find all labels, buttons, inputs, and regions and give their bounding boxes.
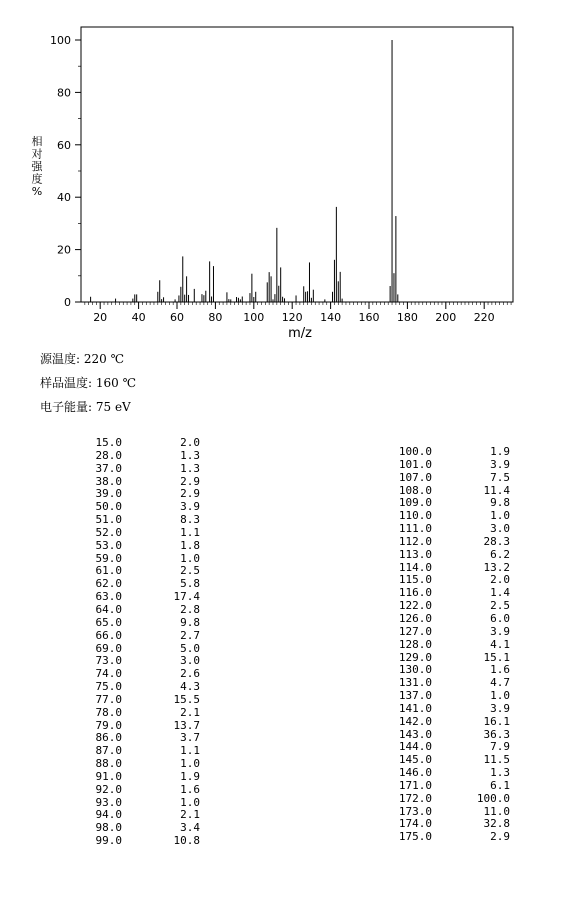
peak-row xyxy=(370,831,510,844)
peak-abundance: 3.9 xyxy=(490,457,510,471)
peak-mz: 38.0 xyxy=(95,474,122,488)
peak-abundance: 3.4 xyxy=(180,821,200,835)
peak-row xyxy=(370,446,510,459)
sample-temperature: 样品温度: 160 ℃ xyxy=(40,376,137,390)
peak-mz: 53.0 xyxy=(95,538,122,552)
peak-row xyxy=(60,463,200,476)
peak-abundance: 15.1 xyxy=(483,650,510,664)
y-axis-label-char: % xyxy=(31,185,43,198)
peak-mz: 15.0 xyxy=(95,436,122,449)
peak-row xyxy=(370,472,510,485)
y-tick-label: 80 xyxy=(57,86,71,100)
peak-row xyxy=(60,501,200,514)
peak-row xyxy=(370,574,510,587)
y-axis-label-char: 强 xyxy=(31,160,43,173)
peak-abundance: 1.3 xyxy=(180,448,200,462)
peak-mz: 73.0 xyxy=(95,654,122,668)
peak-mz: 99.0 xyxy=(95,834,122,848)
peak-mz: 174.0 xyxy=(398,817,432,831)
peak-mz: 98.0 xyxy=(95,821,122,835)
peak-abundance: 2.9 xyxy=(490,830,510,844)
peak-mz: 146.0 xyxy=(398,766,432,780)
peak-abundance: 3.9 xyxy=(490,624,510,638)
peak-abundance: 32.8 xyxy=(483,817,510,831)
peak-mz: 112.0 xyxy=(398,534,432,548)
peak-row xyxy=(60,797,200,810)
peak-abundance: 10.8 xyxy=(173,834,200,848)
peak-abundance: 2.7 xyxy=(180,628,200,642)
peak-row xyxy=(370,818,510,831)
peak-mz: 69.0 xyxy=(95,641,122,655)
peak-mz: 37.0 xyxy=(95,461,122,475)
peak-mz: 145.0 xyxy=(398,753,432,767)
peak-abundance: 11.5 xyxy=(483,753,510,767)
peak-abundance: 11.0 xyxy=(483,804,510,818)
peak-abundance: 7.5 xyxy=(490,470,510,484)
peak-row xyxy=(370,754,510,767)
source-temperature: 源温度: 220 ℃ xyxy=(40,352,125,366)
y-tick-label: 0 xyxy=(64,296,71,309)
peak-row xyxy=(370,549,510,562)
peak-mz: 114.0 xyxy=(398,560,432,574)
peak-mz: 28.0 xyxy=(95,448,122,462)
peak-mz: 86.0 xyxy=(95,731,122,745)
peak-mz: 131.0 xyxy=(398,676,432,690)
peak-abundance: 1.0 xyxy=(490,689,510,703)
peak-row xyxy=(60,732,200,745)
peak-row xyxy=(60,707,200,720)
peak-row xyxy=(370,613,510,626)
peak-row xyxy=(60,488,200,501)
y-axis-label-char: 相 xyxy=(31,135,43,148)
peak-row xyxy=(60,565,200,578)
peak-row xyxy=(60,694,200,707)
peak-abundance: 9.8 xyxy=(180,615,200,629)
peak-mz: 143.0 xyxy=(398,727,432,741)
peak-row xyxy=(60,591,200,604)
peak-row xyxy=(60,540,200,553)
peak-mz: 62.0 xyxy=(95,577,122,591)
peak-mz: 61.0 xyxy=(95,564,122,578)
peak-mz: 142.0 xyxy=(398,714,432,728)
peak-abundance: 2.9 xyxy=(180,474,200,488)
peak-row xyxy=(370,587,510,600)
peak-abundance: 11.4 xyxy=(483,483,510,497)
peak-row xyxy=(370,459,510,472)
peak-abundance: 5.0 xyxy=(180,641,200,655)
peak-mz: 115.0 xyxy=(398,573,432,587)
peak-abundance: 3.0 xyxy=(180,654,200,668)
peak-mz: 173.0 xyxy=(398,804,432,818)
peak-row xyxy=(370,652,510,665)
peak-abundance: 4.7 xyxy=(490,676,510,690)
peak-row xyxy=(60,437,200,450)
peak-abundance: 3.9 xyxy=(180,500,200,514)
peak-mz: 65.0 xyxy=(95,615,122,629)
peak-abundance: 4.1 xyxy=(490,637,510,651)
peak-row xyxy=(60,617,200,630)
x-tick-label: 100 xyxy=(243,311,265,324)
peak-abundance: 2.0 xyxy=(490,573,510,587)
x-tick-label: 20 xyxy=(93,311,108,324)
peak-row xyxy=(370,703,510,716)
peak-mz: 94.0 xyxy=(95,808,122,822)
peak-mz: 77.0 xyxy=(95,692,122,706)
peak-row xyxy=(60,476,200,489)
peak-row xyxy=(370,562,510,575)
x-tick-label: 160 xyxy=(358,311,380,324)
peak-row xyxy=(370,677,510,690)
peak-row xyxy=(60,720,200,733)
x-tick-label: 140 xyxy=(320,311,342,324)
peak-abundance: 100.0 xyxy=(476,791,510,805)
peak-abundance: 1.0 xyxy=(180,795,200,809)
peak-mz: 100.0 xyxy=(398,445,432,458)
x-tick-label: 180 xyxy=(396,311,418,324)
peak-row xyxy=(60,835,200,848)
y-tick-label: 20 xyxy=(57,243,71,257)
peak-row xyxy=(370,639,510,652)
peak-abundance: 1.1 xyxy=(180,525,200,539)
peak-mz: 111.0 xyxy=(398,522,432,536)
peak-abundance: 2.1 xyxy=(180,705,200,719)
peak-row xyxy=(60,527,200,540)
peak-row xyxy=(370,600,510,613)
peak-row xyxy=(370,767,510,780)
peak-mz: 171.0 xyxy=(398,778,432,792)
peak-abundance: 15.5 xyxy=(173,692,200,706)
peak-abundance: 13.7 xyxy=(173,718,200,732)
peak-abundance: 1.1 xyxy=(180,744,200,758)
y-tick-label: 40 xyxy=(57,191,71,205)
peak-abundance: 2.0 xyxy=(180,436,200,449)
peak-abundance: 8.3 xyxy=(180,513,200,527)
peak-row xyxy=(60,630,200,643)
peak-row xyxy=(60,604,200,617)
peak-mz: 127.0 xyxy=(398,624,432,638)
peak-mz: 172.0 xyxy=(398,791,432,805)
x-tick-label: 40 xyxy=(131,311,146,324)
peak-abundance: 2.1 xyxy=(180,808,200,822)
peak-abundance: 2.5 xyxy=(490,599,510,613)
peak-mz: 130.0 xyxy=(398,663,432,677)
peak-row xyxy=(60,643,200,656)
x-tick-label: 80 xyxy=(208,311,223,324)
peak-row xyxy=(60,450,200,463)
peak-abundance: 1.6 xyxy=(180,782,200,796)
peak-row xyxy=(370,729,510,742)
peak-abundance: 3.9 xyxy=(490,701,510,715)
peak-abundance: 2.9 xyxy=(180,487,200,501)
peak-mz: 78.0 xyxy=(95,705,122,719)
peak-abundance: 1.6 xyxy=(490,663,510,677)
peak-abundance: 16.1 xyxy=(483,714,510,728)
peak-row xyxy=(60,514,200,527)
peak-abundance: 36.3 xyxy=(483,727,510,741)
peak-abundance: 1.0 xyxy=(180,757,200,771)
peak-mz: 128.0 xyxy=(398,637,432,651)
peak-abundance: 6.0 xyxy=(490,611,510,625)
peak-mz: 50.0 xyxy=(95,500,122,514)
peak-row xyxy=(60,655,200,668)
peak-abundance: 6.1 xyxy=(490,778,510,792)
peak-mz: 93.0 xyxy=(95,795,122,809)
peak-mz: 87.0 xyxy=(95,744,122,758)
peak-row xyxy=(370,716,510,729)
peak-mz: 74.0 xyxy=(95,667,122,681)
peak-abundance: 1.0 xyxy=(490,509,510,523)
peak-abundance: 17.4 xyxy=(173,590,200,604)
peak-abundance: 2.5 xyxy=(180,564,200,578)
peak-abundance: 9.8 xyxy=(490,496,510,510)
x-tick-label: 60 xyxy=(170,311,184,324)
peak-abundance: 7.9 xyxy=(490,740,510,754)
peak-row xyxy=(60,668,200,681)
peak-mz: 66.0 xyxy=(95,628,122,642)
peak-mz: 107.0 xyxy=(398,470,432,484)
y-tick-label: 60 xyxy=(57,138,71,152)
peak-row xyxy=(60,758,200,771)
peak-row xyxy=(60,681,200,694)
peak-row xyxy=(60,553,200,566)
peak-mz: 88.0 xyxy=(95,757,122,771)
peak-abundance: 1.9 xyxy=(180,769,200,783)
peak-mz: 116.0 xyxy=(398,586,432,600)
peak-mz: 63.0 xyxy=(95,590,122,604)
y-axis-label-char: 度 xyxy=(31,172,43,186)
electron-energy: 电子能量: 75 eV xyxy=(40,400,131,414)
peak-row xyxy=(370,690,510,703)
peak-mz: 91.0 xyxy=(95,769,122,783)
peak-row xyxy=(370,664,510,677)
peak-abundance: 3.0 xyxy=(490,522,510,536)
peak-mz: 109.0 xyxy=(398,496,432,510)
peak-mz: 110.0 xyxy=(398,509,432,523)
peak-mz: 79.0 xyxy=(95,718,122,732)
peak-row xyxy=(370,497,510,510)
plot-frame xyxy=(81,27,513,302)
peak-mz: 129.0 xyxy=(398,650,432,664)
peak-table-right xyxy=(370,446,510,844)
peak-abundance: 5.8 xyxy=(180,577,200,591)
peak-abundance: 1.8 xyxy=(180,538,200,552)
peak-abundance: 1.3 xyxy=(490,766,510,780)
y-axis-label-char: 对 xyxy=(31,147,43,161)
peak-mz: 39.0 xyxy=(95,487,122,501)
peak-row xyxy=(370,485,510,498)
peak-row xyxy=(370,536,510,549)
peak-row xyxy=(60,809,200,822)
mass-spectrum-chart xyxy=(0,0,570,345)
peak-mz: 141.0 xyxy=(398,701,432,715)
peak-mz: 144.0 xyxy=(398,740,432,754)
peak-row xyxy=(370,793,510,806)
peak-mz: 108.0 xyxy=(398,483,432,497)
peak-mz: 137.0 xyxy=(398,689,432,703)
x-tick-label: 120 xyxy=(281,311,303,324)
peak-abundance: 28.3 xyxy=(483,534,510,548)
peak-row xyxy=(370,626,510,639)
peak-abundance: 3.7 xyxy=(180,731,200,745)
x-tick-label: 220 xyxy=(473,311,495,324)
peak-mz: 52.0 xyxy=(95,525,122,539)
peak-abundance: 1.4 xyxy=(490,586,510,600)
peak-row xyxy=(370,510,510,523)
peak-abundance: 1.9 xyxy=(490,445,510,458)
peak-row xyxy=(370,780,510,793)
peak-abundance: 2.6 xyxy=(180,667,200,681)
peak-mz: 75.0 xyxy=(95,680,122,694)
peak-mz: 51.0 xyxy=(95,513,122,527)
peak-abundance: 6.2 xyxy=(490,547,510,561)
peak-mz: 59.0 xyxy=(95,551,122,565)
x-tick-label: 200 xyxy=(435,311,457,324)
peak-mz: 113.0 xyxy=(398,547,432,561)
peak-abundance: 1.3 xyxy=(180,461,200,475)
peak-mz: 122.0 xyxy=(398,599,432,613)
peak-abundance: 2.8 xyxy=(180,602,200,616)
peak-mz: 64.0 xyxy=(95,602,122,616)
peak-row xyxy=(370,523,510,536)
peak-abundance: 4.3 xyxy=(180,680,200,694)
x-axis-label: m/z xyxy=(288,326,312,341)
peak-table-left xyxy=(60,437,200,848)
peak-mz: 175.0 xyxy=(398,830,432,844)
peak-mz: 126.0 xyxy=(398,611,432,625)
peak-row xyxy=(60,784,200,797)
peak-abundance: 1.0 xyxy=(180,551,200,565)
y-tick-label: 100 xyxy=(50,34,71,47)
peak-mz: 101.0 xyxy=(398,457,432,471)
peak-row xyxy=(60,771,200,784)
peak-abundance: 13.2 xyxy=(483,560,510,574)
peak-mz: 92.0 xyxy=(95,782,122,796)
peak-row xyxy=(60,745,200,758)
